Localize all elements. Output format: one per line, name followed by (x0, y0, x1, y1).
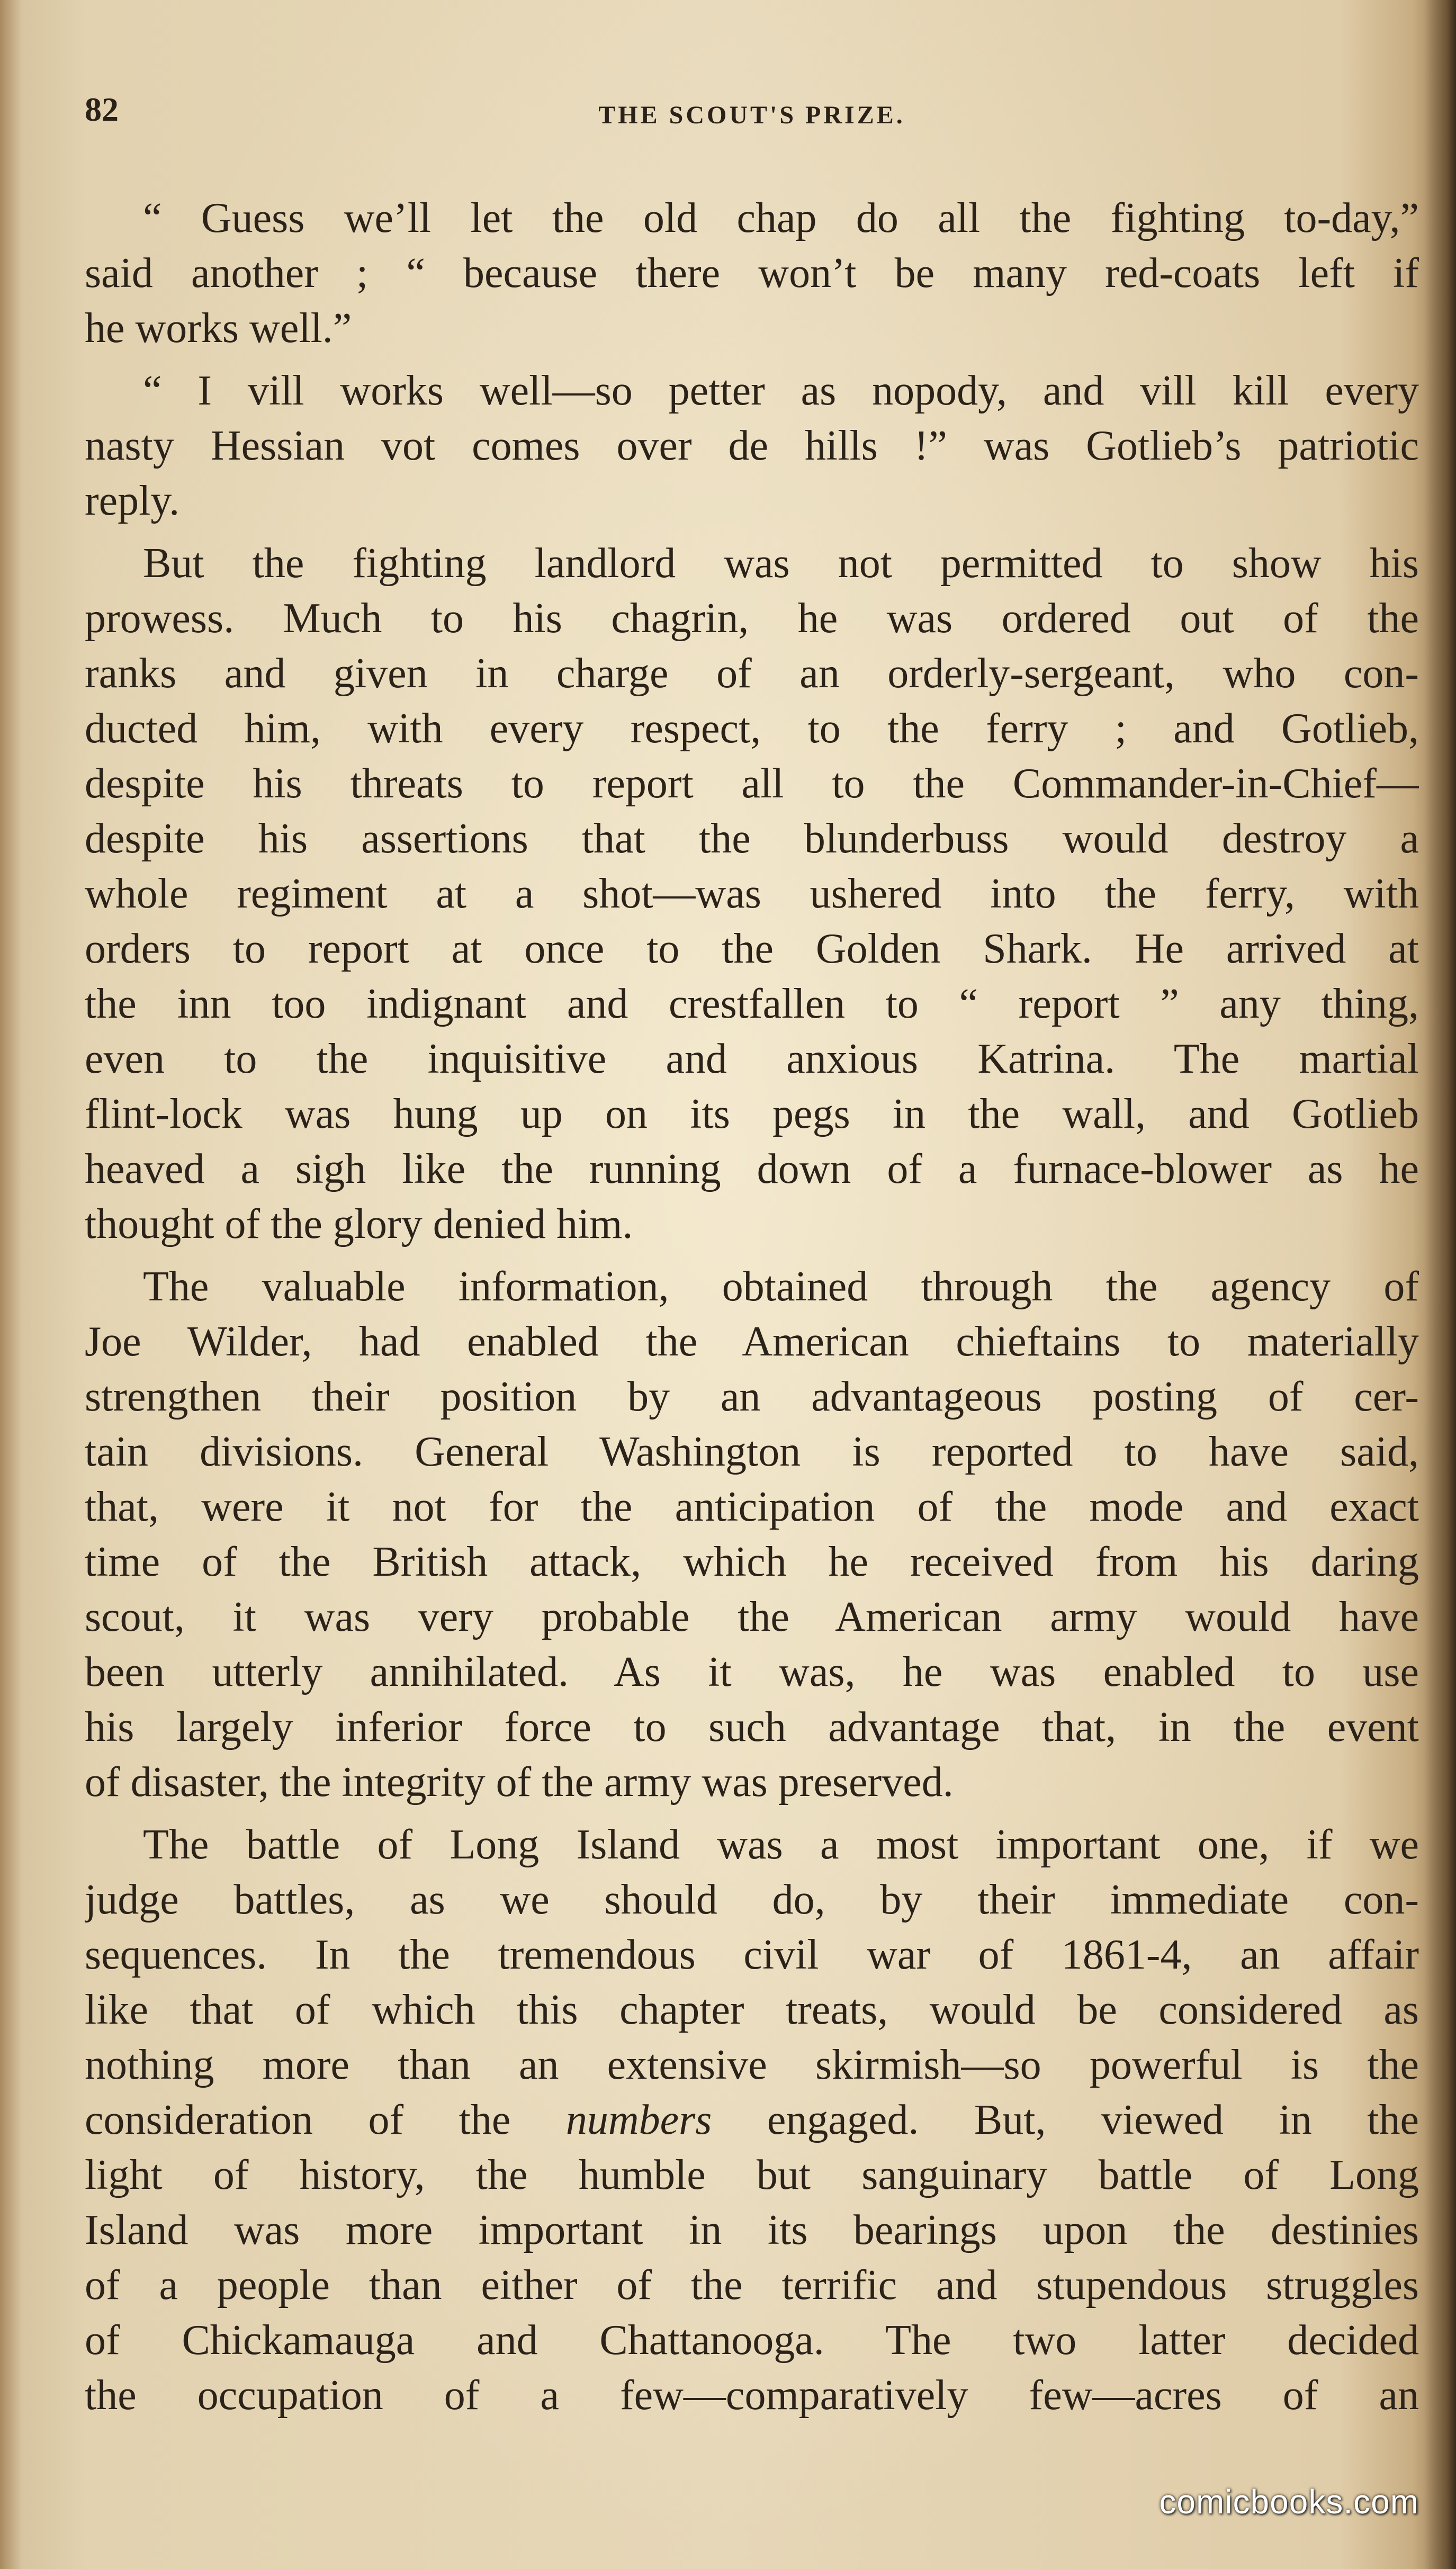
body-text (85, 191, 1419, 2423)
text-line: flint-lock was hung up on its pegs in the wall, and Gotlieb (85, 1091, 1419, 1137)
text-line: time of the British attack, which he received from his daring (85, 1539, 1419, 1585)
text-line: that, were it not for the anticipation of the mode and exact (85, 1484, 1419, 1530)
text-line: heaved a sigh like the running down of a furnace-blower as he (85, 1146, 1419, 1192)
text-line: The valuable information, obtained through the agency of (143, 1263, 1419, 1310)
page-edge-shadow (1424, 0, 1456, 2569)
watermark: comicbooks.com (1159, 2483, 1419, 2521)
paragraph (85, 1817, 1419, 2423)
text-line: of Chickamauga and Chattanooga. The two latter decided (85, 2317, 1419, 2364)
text-line: sequences. In the tremendous civil war of 1861-4, an affair (85, 1932, 1419, 1978)
page-number: 82 (85, 91, 119, 128)
text-line: the occupation of a few—comparatively few—acres of an (85, 2372, 1419, 2419)
text-line: of disaster, the integrity of the army was preserved. (85, 1759, 954, 1806)
text-line: despite his threats to report all to the Commander-in-Chief— (85, 760, 1419, 807)
text-line: Joe Wilder, had enabled the American chieftains to materially (85, 1318, 1419, 1365)
paragraph (85, 536, 1419, 1252)
text-line: he works well.” (85, 305, 352, 352)
text-line: nothing more than an extensive skirmish—so powerful is the (85, 2042, 1419, 2088)
text-line: of a people than either of the terrific and stupendous struggles (85, 2262, 1419, 2308)
paragraph (85, 1259, 1419, 1810)
paragraph-gap (85, 528, 1419, 536)
paragraph-gap (85, 1252, 1419, 1259)
running-title: THE SCOUT'S PRIZE. (598, 101, 905, 129)
text-line: “ Guess we’ll let the old chap do all the fighting to-day,” (143, 195, 1419, 241)
paragraph (85, 191, 1419, 356)
text-line: even to the inquisitive and anxious Katrina. The martial (85, 1036, 1419, 1082)
paragraph (85, 363, 1419, 528)
text-line: orders to report at once to the Golden Shark. He arrived at (85, 926, 1419, 972)
text-line: ranks and given in charge of an orderly-sergeant, who con- (85, 650, 1419, 697)
text-line: despite his assertions that the blunderbuss would destroy a (85, 815, 1419, 862)
text-line: “ I vill works well—so petter as nopody, and vill kill every (143, 367, 1419, 414)
text-line: been utterly annihilated. As it was, he was enabled to use (85, 1649, 1419, 1695)
text-line: whole regiment at a shot—was ushered into the ferry, with (85, 870, 1419, 917)
text-line: The battle of Long Island was a most important one, if we (143, 1821, 1419, 1868)
text-line: light of history, the humble but sanguinary battle of Long (85, 2152, 1419, 2198)
text-line: prowess. Much to his chagrin, he was ordered out of the (85, 595, 1419, 642)
text-line: tain divisions. General Washington is reported to have said, (85, 1429, 1419, 1475)
text-line: But the fighting landlord was not permitted to show his (143, 540, 1419, 587)
paragraph-gap (85, 1810, 1419, 1817)
text-line: Island was more important in its bearings upon the destinies (85, 2207, 1419, 2253)
text-line: consideration of the numbers engaged. But, viewed in the (85, 2097, 1419, 2143)
text-line: like that of which this chapter treats, would be considered as (85, 1987, 1419, 2033)
text-line: nasty Hessian vot comes over de hills !” was Gotlieb’s patriotic (85, 423, 1419, 469)
paragraph-gap (85, 356, 1419, 363)
text-line: thought of the glory denied him. (85, 1201, 633, 1247)
text-line: scout, it was very probable the American army would have (85, 1594, 1419, 1640)
text-line: his largely inferior force to such advantage that, in the event (85, 1704, 1419, 1750)
text-line: said another ; “ because there won’t be many red-coats left if (85, 250, 1419, 297)
text-line: judge battles, as we should do, by their immediate con- (85, 1876, 1419, 1923)
text-line: reply. (85, 478, 180, 524)
text-line: strengthen their position by an advantageous posting of cer- (85, 1373, 1419, 1420)
text-line: ducted him, with every respect, to the ferry ; and Gotlieb, (85, 705, 1419, 752)
text-line: the inn too indignant and crestfallen to “ report ” any thing, (85, 981, 1419, 1027)
page-header (85, 85, 1419, 148)
